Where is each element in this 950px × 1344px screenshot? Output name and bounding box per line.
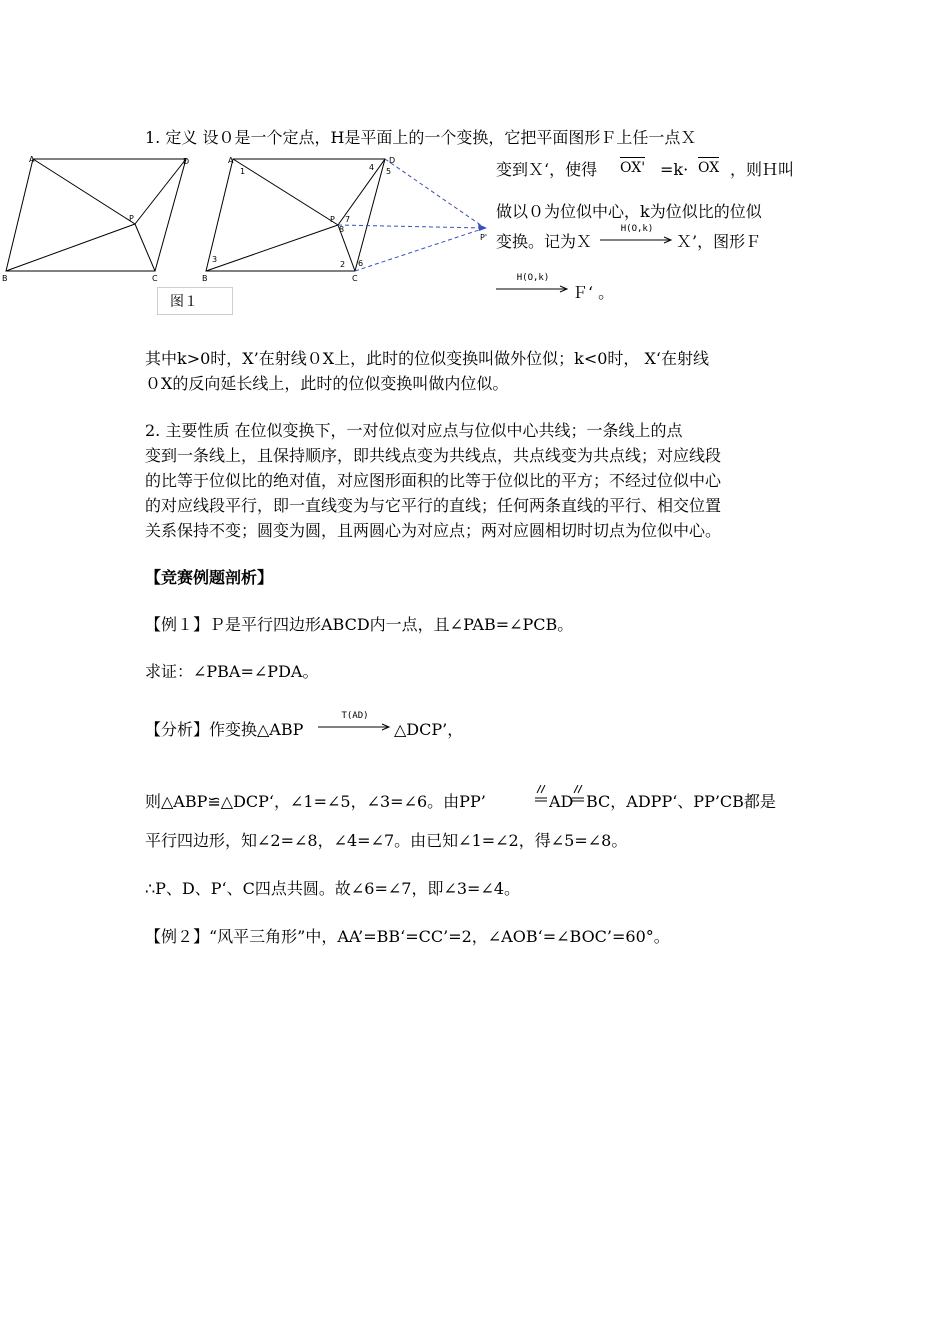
- property-line-5: 关系保持不变；圆变为圆，且两圆心为对应点；两对应圆相切时切点为位似中心。: [145, 521, 722, 540]
- vector-ox: OX: [698, 160, 719, 176]
- right-label-A: A: [228, 156, 234, 165]
- definition-line-2b: =k·: [660, 160, 689, 179]
- property-line-4: 的对应线段平行，即一直线变为与它平行的直线；任何两条直线的平行、相交位置: [145, 496, 722, 515]
- angle-1: 1: [240, 167, 246, 176]
- analysis-a: 【分析】作变换△ABP: [145, 720, 304, 739]
- example-1: 【例１】Ｐ是平行四边形ABCD内一点，且∠PAB=∠PCB。: [145, 615, 574, 634]
- property-line-2: 变到一条线上，且保持顺序，即共线点变为共线点，共点线变为共点线；对应线段: [145, 446, 722, 465]
- left-label-B: B: [2, 274, 8, 283]
- solution-line-2: 平行四边形，知∠2=∠8，∠4=∠7。由已知∠1=∠2，得∠5=∠8。: [145, 831, 628, 850]
- analysis-b: △DCP’，: [394, 720, 464, 739]
- property-line-3: 的比等于位似比的绝对值，对应图形面积的比等于位似比的平方；不经过位似中心: [145, 471, 722, 490]
- angle-6: 6: [358, 259, 364, 268]
- definition-line-5: Ｆ‘ 。: [572, 283, 615, 302]
- right-label-D: D: [389, 156, 396, 165]
- prove-statement: 求证：∠PBA=∠PDA。: [145, 662, 319, 681]
- figure-1-diagram: [0, 150, 500, 290]
- arrow-right-icon: [496, 285, 570, 293]
- angle-3: 3: [212, 255, 218, 264]
- right-label-P: P: [330, 215, 335, 224]
- left-label-C: C: [152, 274, 158, 283]
- left-label-A: A: [29, 155, 35, 164]
- arrow-right-icon: [318, 723, 392, 731]
- angle-5: 5: [386, 167, 392, 176]
- parallel-equal-icon: [534, 785, 548, 807]
- solution-line-1c: BC，ADPP‘、PP’CB都是: [586, 792, 776, 811]
- section-heading: 【竞赛例题剖析】: [145, 568, 274, 587]
- paragraph-1-line-1: 其中k>0时，X’在射线０X上，此时的位似变换叫做外位似；k<0时， X‘在射线: [145, 349, 709, 368]
- solution-line-3: ∴P、D、P‘、C四点共圆。故∠6=∠7，即∠3=∠4。: [145, 879, 521, 898]
- angle-2: 2: [340, 260, 346, 269]
- definition-line-2a: 变到Ｘ‘，使得: [496, 160, 598, 179]
- definition-line-1: 1. 定义 设０是一个定点，H是平面上的一个变换，它把平面图形Ｆ上任一点Ｘ: [145, 128, 697, 147]
- example-2: 【例２】“风平三角形”中，AA’=BB‘=CC’=2，∠AOB‘=∠BOC’=60°。: [145, 927, 670, 946]
- arrow-right-icon: [600, 236, 674, 244]
- definition-line-4a: 变换。记为Ｘ: [496, 232, 593, 251]
- solution-line-1b: AD: [549, 792, 574, 811]
- right-label-B: B: [202, 274, 208, 283]
- left-label-D: D: [183, 157, 190, 166]
- definition-line-3: 做以０为位似中心，k为位似比的位似: [496, 202, 762, 221]
- translation-arrow: T(AD): [318, 713, 392, 733]
- right-label-C: C: [352, 274, 358, 283]
- figure-caption: 图１: [157, 287, 233, 315]
- property-line-1: 2. 主要性质 在位似变换下，一对位似对应点与位似中心共线；一条线上的点: [145, 421, 683, 440]
- right-label-P-prime: P': [480, 233, 488, 242]
- paragraph-1-line-2: ０X的反向延长线上，此时的位似变换叫做内位似。: [145, 374, 509, 393]
- mapping-arrow-1: H(O,k): [600, 226, 674, 246]
- vector-ox-prime: OX': [620, 160, 645, 176]
- angle-8: 8: [339, 225, 345, 234]
- mapping-arrow-2: H(O,k): [496, 275, 570, 295]
- angle-7: 7: [345, 215, 351, 224]
- left-label-P: P: [129, 214, 134, 223]
- parallel-equal-icon: [571, 785, 585, 807]
- definition-line-4b: Ｘ’，图形Ｆ: [676, 232, 762, 251]
- angle-4: 4: [369, 163, 375, 172]
- definition-line-2c: ，则Ｈ叫: [730, 160, 795, 179]
- solution-line-1a: 则△ABP≌△DCP‘，∠1=∠5，∠3=∠6。由PP’: [145, 792, 486, 811]
